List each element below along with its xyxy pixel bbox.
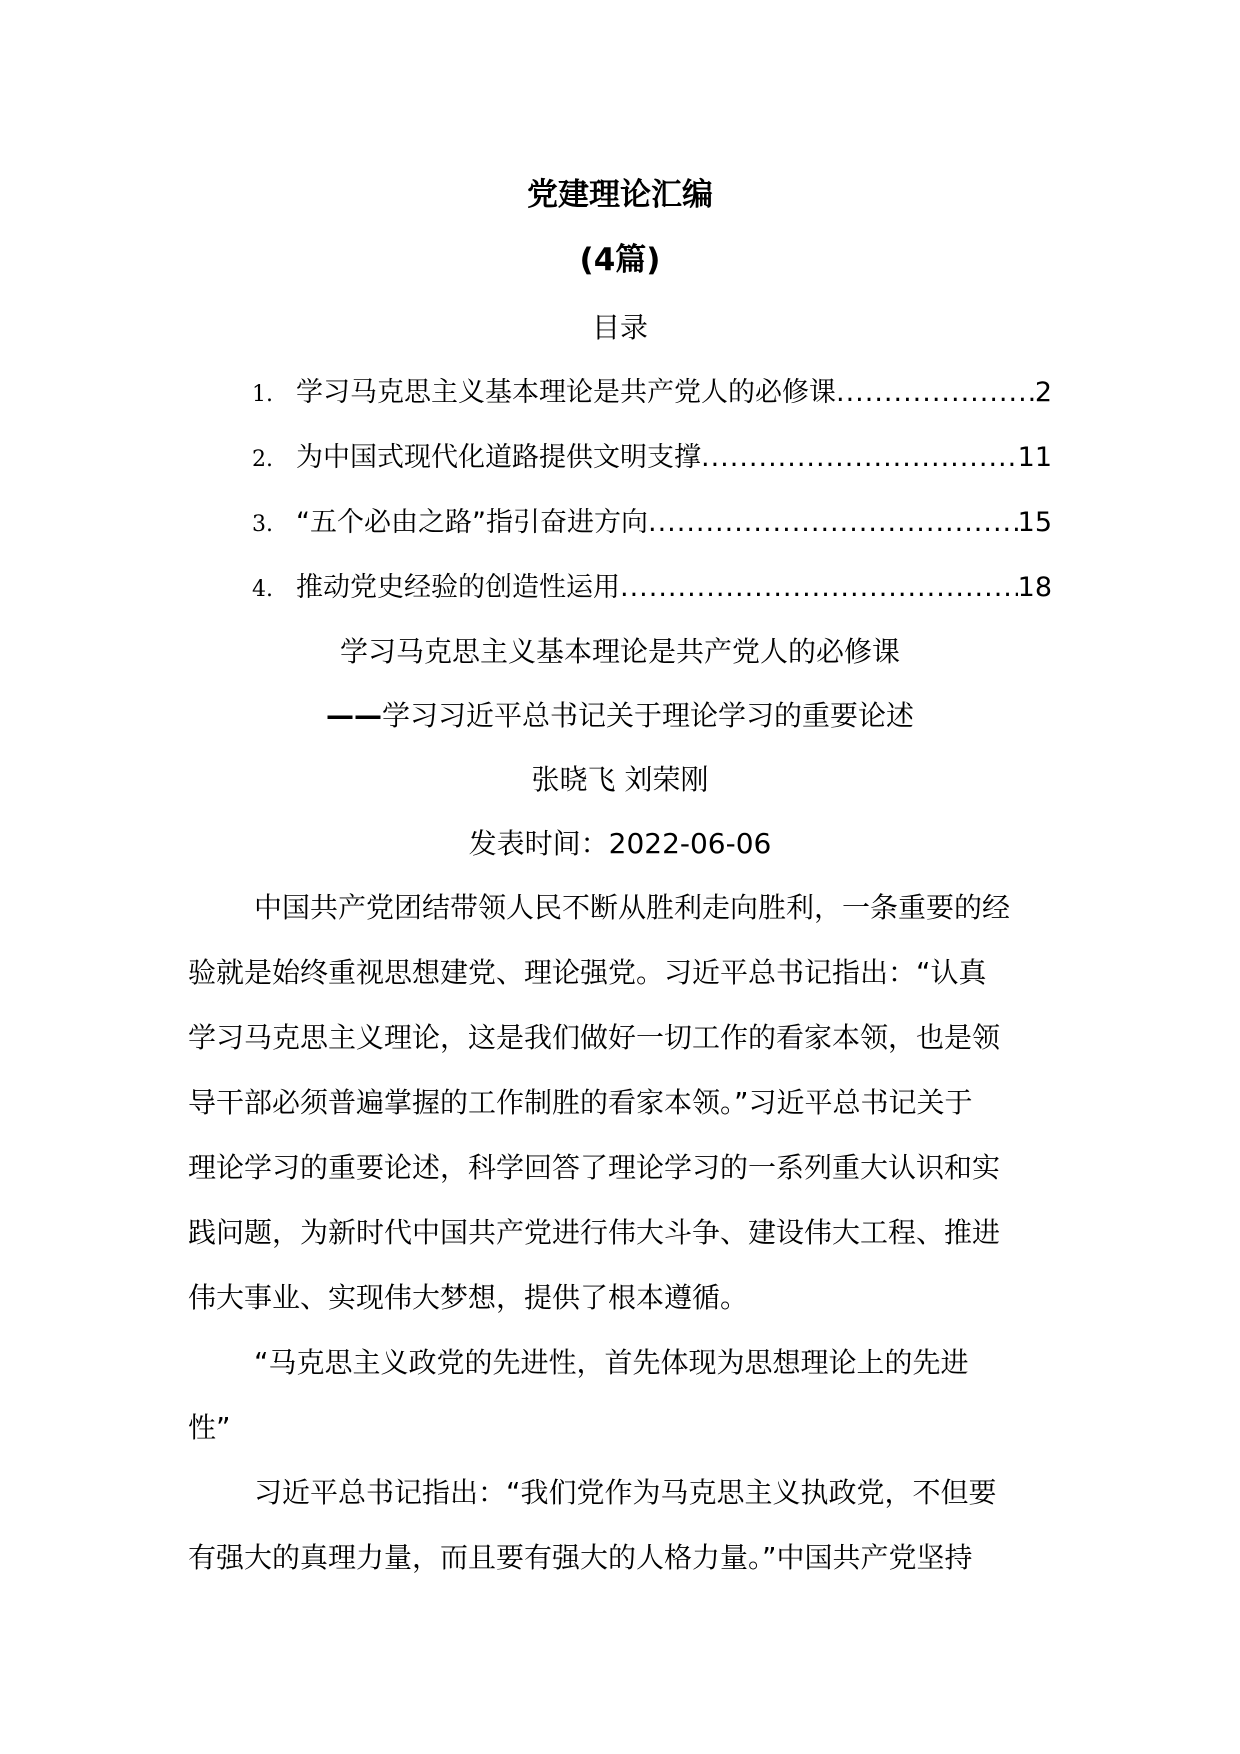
toc-dot-leader bbox=[620, 572, 1018, 603]
paragraph-line: 有强大的真理力量，而且要有强大的人格力量。”中国共产党坚持 bbox=[188, 1541, 973, 1574]
paragraph-line: 理论学习的重要论述，科学回答了理论学习的一系列重大认识和实 bbox=[188, 1151, 1001, 1184]
paragraph-line: 学习马克思主义理论，这是我们做好一切工作的看家本领，也是领 bbox=[188, 1021, 1001, 1054]
paragraph-1 bbox=[188, 888, 1048, 1343]
toc-entry-number: 3. bbox=[252, 512, 273, 537]
paragraph-line: 伟大事业、实现伟大梦想，提供了根本遵循。 bbox=[188, 1281, 749, 1314]
toc-entry-title[interactable]: 学习马克思主义基本理论是共产党人的必修课 bbox=[296, 377, 836, 408]
toc-entry-page: 2 bbox=[1034, 377, 1052, 408]
article-date: 发表时间：2022-06-06 bbox=[468, 827, 772, 860]
paragraph-2 bbox=[188, 1473, 1048, 1603]
toc-entry[interactable] bbox=[252, 370, 1052, 435]
toc-entry[interactable] bbox=[252, 435, 1052, 500]
article-title: 学习马克思主义基本理论是共产党人的必修课 bbox=[339, 635, 900, 668]
toc-entry-page: 18 bbox=[1017, 572, 1052, 603]
toc-entry-number: 4. bbox=[252, 577, 273, 602]
paragraph-line: 习近平总书记指出：“我们党作为马克思主义执政党，不但要 bbox=[254, 1476, 997, 1509]
toc-entry-title[interactable]: “五个必由之路”指引奋进方向 bbox=[296, 507, 648, 538]
document-title: 党建理论汇编 bbox=[527, 177, 713, 213]
document-subtitle: (4篇) bbox=[579, 242, 661, 278]
toc-entry-number: 2. bbox=[252, 447, 273, 472]
article-subtitle bbox=[0, 696, 1240, 736]
subtitle-text: 学习习近平总书记关于理论学习的重要论述 bbox=[381, 699, 914, 732]
toc-entry[interactable] bbox=[252, 565, 1052, 630]
table-of-contents bbox=[252, 370, 1052, 630]
toc-entry-number: 1. bbox=[252, 382, 273, 407]
section-heading-line: 性” bbox=[188, 1411, 231, 1444]
toc-entry-title[interactable]: 为中国式现代化道路提供文明支撑 bbox=[296, 442, 701, 473]
paragraph-line: 践问题，为新时代中国共产党进行伟大斗争、建设伟大工程、推进 bbox=[188, 1216, 1001, 1249]
toc-entry-page: 11 bbox=[1017, 442, 1052, 473]
section-heading-line: “马克思主义政党的先进性，首先体现为思想理论上的先进 bbox=[254, 1346, 969, 1379]
toc-dot-leader bbox=[836, 377, 1035, 408]
subtitle-dash: —— bbox=[325, 699, 382, 732]
paragraph-line: 导干部必须普遍掌握的工作制胜的看家本领。”习近平总书记关于 bbox=[188, 1086, 973, 1119]
toc-entry[interactable] bbox=[252, 500, 1052, 565]
toc-dot-leader bbox=[701, 442, 1018, 473]
toc-entry-page: 15 bbox=[1017, 507, 1052, 538]
toc-dot-leader bbox=[648, 507, 1018, 538]
toc-entry-title[interactable]: 推动党史经验的创造性运用 bbox=[296, 572, 620, 603]
section-heading bbox=[188, 1343, 1048, 1473]
paragraph-line: 中国共产党团结带领人民不断从胜利走向胜利，一条重要的经 bbox=[254, 891, 1011, 924]
article-authors: 张晓飞 刘荣刚 bbox=[531, 763, 709, 796]
toc-heading: 目录 bbox=[591, 311, 648, 344]
paragraph-line: 验就是始终重视思想建党、理论强党。习近平总书记指出：“认真 bbox=[188, 956, 987, 989]
